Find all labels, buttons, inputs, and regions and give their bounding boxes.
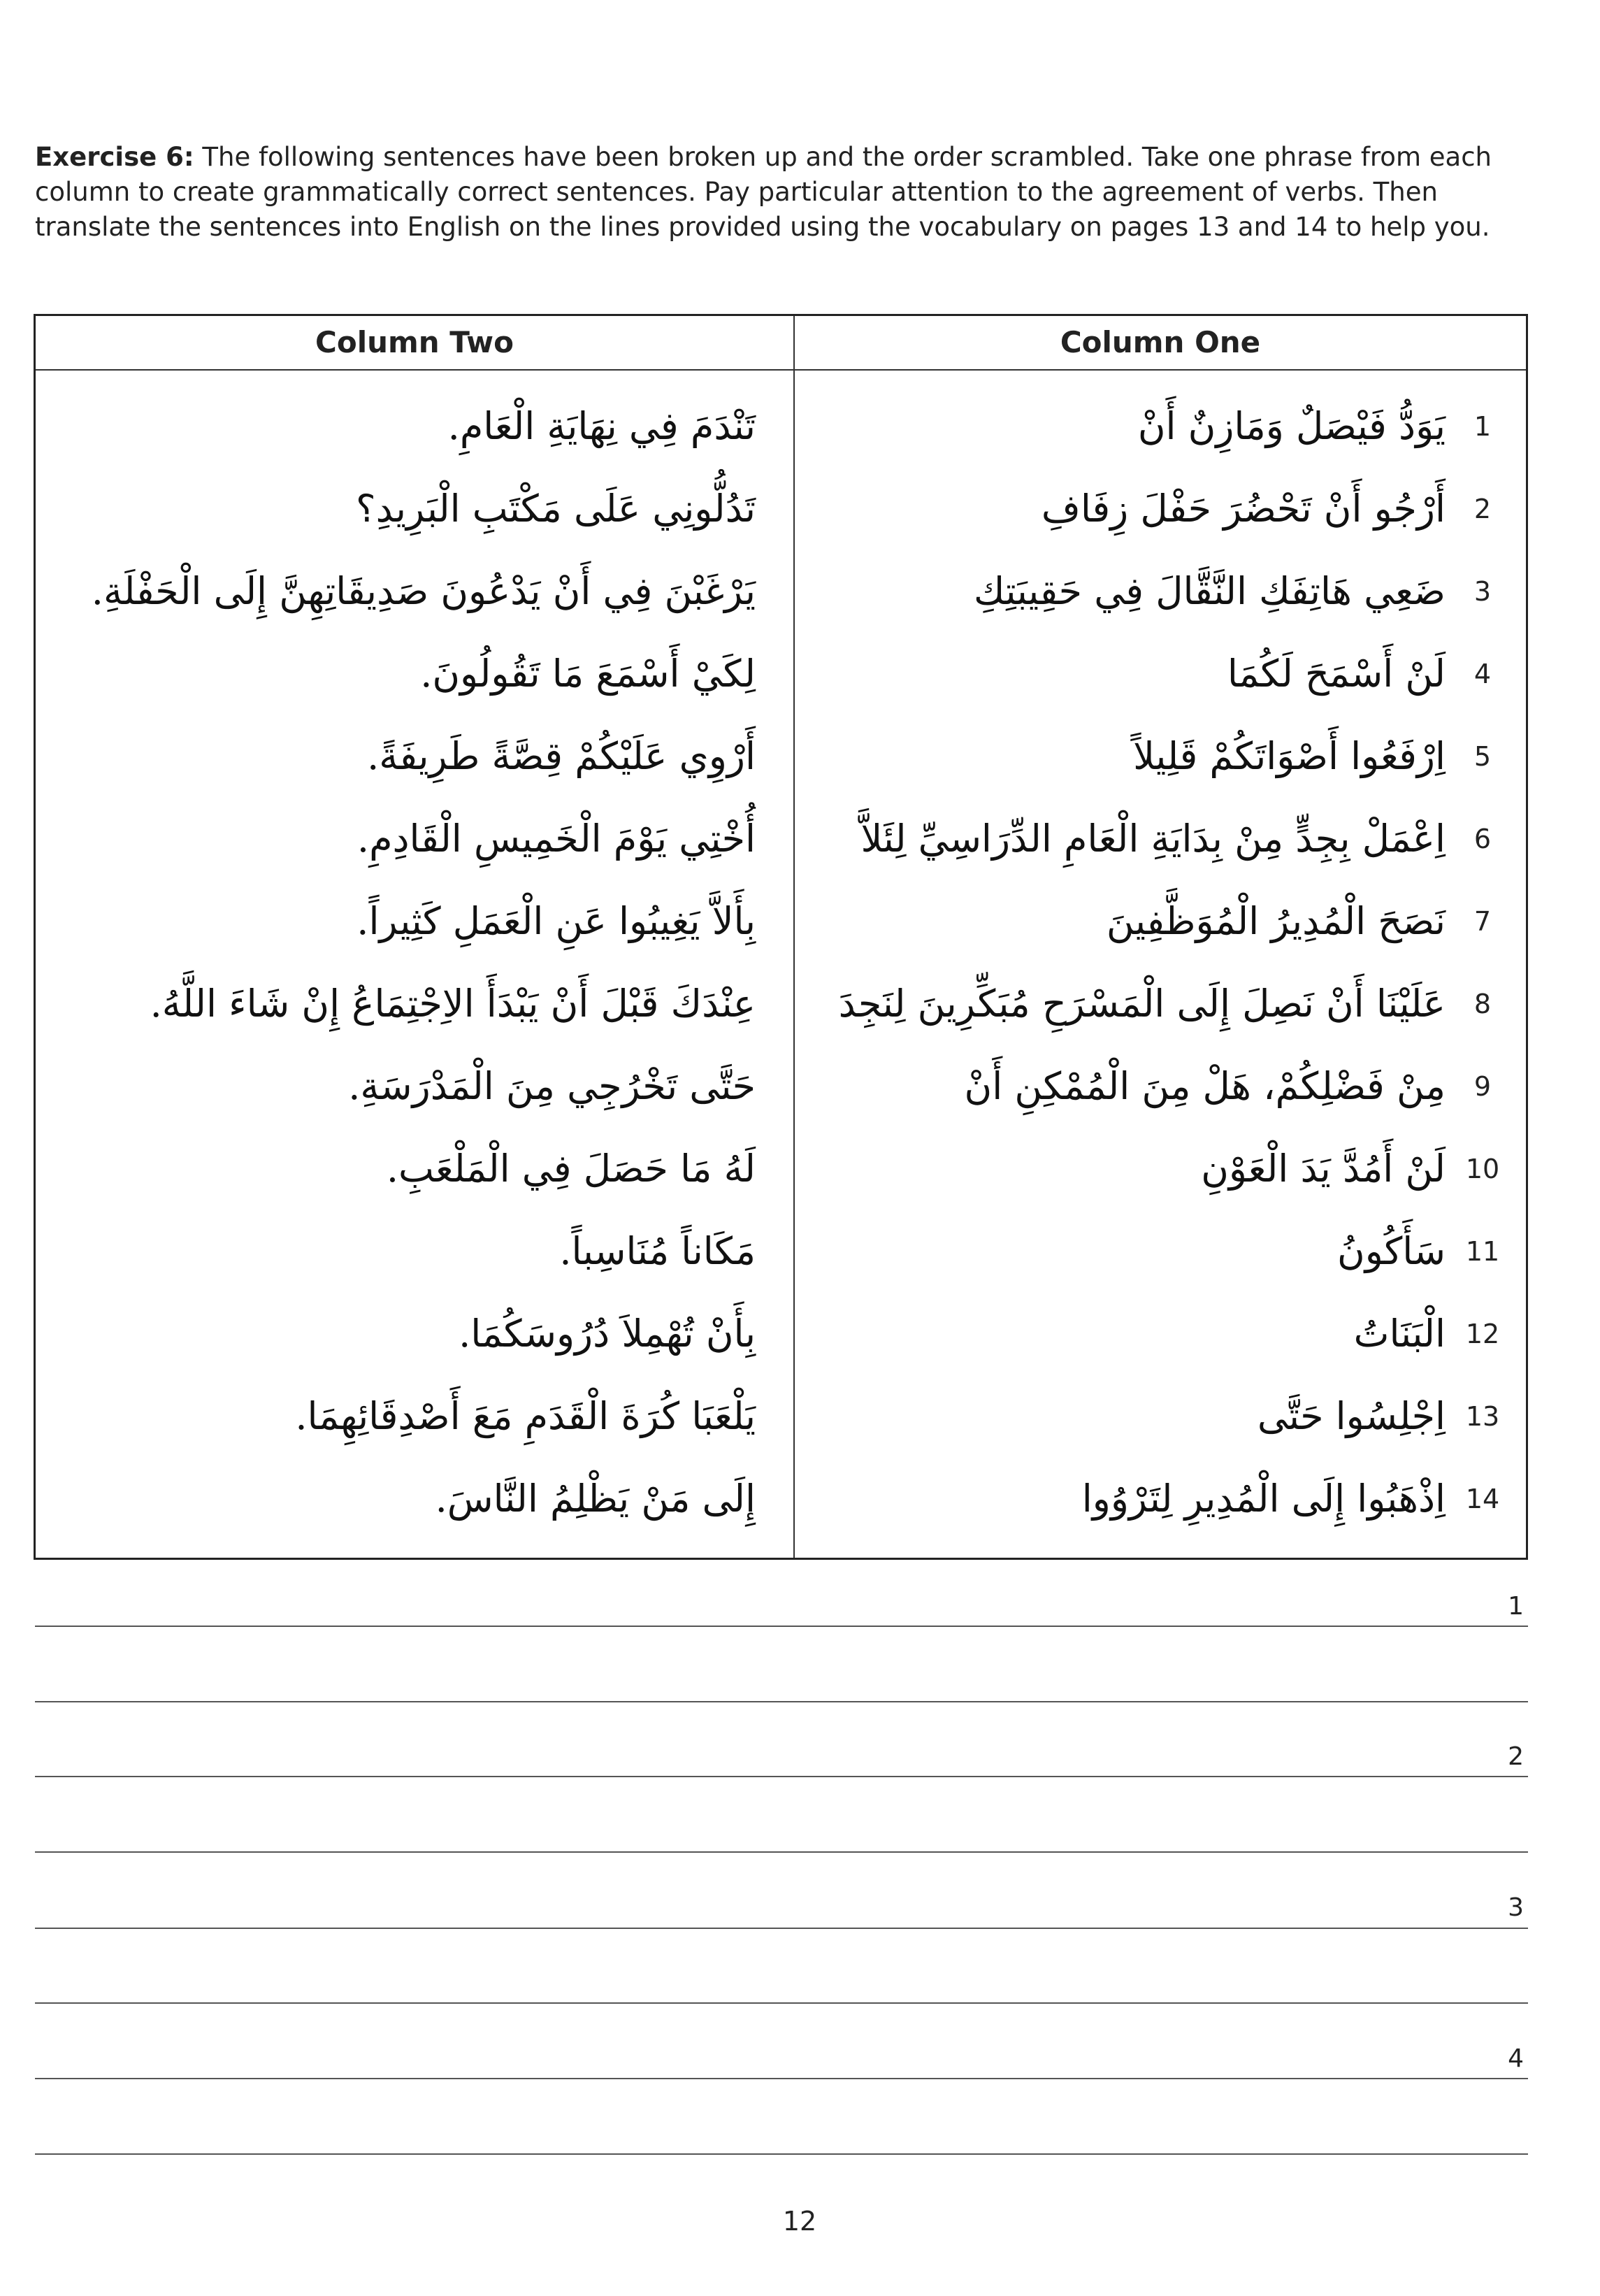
column-one-phrase: الْبَنَاتُ xyxy=(1353,1312,1446,1356)
column-one-phrase: اِعْمَلْ بِجِدٍّ مِنْ بِدَايَةِ الْعَامِ الدِّرَاسِيِّ لِئَلاَّ xyxy=(860,817,1446,861)
table-row xyxy=(36,633,1526,715)
exercise-title: Exercise 6: xyxy=(35,142,194,172)
column-one-phrase: لَنْ أَسْمَحَ لَكُمَا xyxy=(1227,652,1446,696)
line-label: 3 xyxy=(1508,1893,1524,1922)
column-one-phrase: لَنْ أَمُدَّ يَدَ الْعَوْنِ xyxy=(1201,1147,1446,1191)
table-row xyxy=(36,468,1526,550)
exercise-table xyxy=(34,314,1528,1560)
column-two-phrase: بِأَنْ تُهْمِلاَ دُرُوسَكُمَا. xyxy=(459,1312,756,1356)
column-two-phrase: أُخْتِي يَوْمَ الْخَمِيسِ الْقَادِمِ. xyxy=(356,817,756,861)
table-row xyxy=(36,1045,1526,1128)
row-number: 5 xyxy=(1473,741,1492,772)
column-two-phrase: يَلْعَبَا كُرَةَ الْقَدَمِ مَعَ أَصْدِقَائِهِمَا. xyxy=(295,1394,756,1438)
table-row xyxy=(36,1375,1526,1458)
table-row xyxy=(36,1128,1526,1210)
row-number: 4 xyxy=(1473,659,1492,689)
writing-line[interactable] xyxy=(35,1701,1528,1702)
column-two-phrase: تَدُلُّونِي عَلَى مَكْتَبِ الْبَرِيدِ؟ xyxy=(355,487,756,531)
table-row xyxy=(36,963,1526,1045)
column-two-phrase: عِنْدَكَ قَبْلَ أَنْ يَبْدَأَ الاِجْتِمَاعُ إِنْ شَاءَ اللَّهُ. xyxy=(150,982,756,1026)
row-number: 2 xyxy=(1473,494,1492,524)
column-two-phrase: لَهُ مَا حَصَلَ فِي الْمَلْعَبِ. xyxy=(386,1147,756,1191)
column-one-phrase: اِجْلِسُوا حَتَّى xyxy=(1257,1394,1446,1438)
row-number: 6 xyxy=(1473,824,1492,854)
row-number: 9 xyxy=(1473,1071,1492,1102)
line-label: 1 xyxy=(1508,1592,1524,1621)
table-row xyxy=(36,715,1526,798)
table-row xyxy=(36,550,1526,633)
column-two-phrase: إِلَى مَنْ يَظْلِمُ النَّاسَ. xyxy=(435,1477,756,1521)
column-one-header: Column One xyxy=(1060,325,1261,359)
column-two-phrase: أَرْوِي عَلَيْكُمْ قِصَّةً طَرِيفَةً. xyxy=(367,734,756,778)
line-label: 2 xyxy=(1508,1742,1524,1771)
row-number: 11 xyxy=(1465,1236,1500,1267)
table-row xyxy=(36,385,1526,468)
header-divider xyxy=(36,369,1526,371)
exercise-text: The following sentences have been broken up and the order scrambled. Take one phrase from each column to create grammatically correct sentences. Pay particular attention to the agreement of verbs. Then translate the sentences into English on the lines provided using the vocabulary on pages 13 and 14 to help you. xyxy=(35,142,1492,242)
column-two-phrase: حَتَّى تَخْرُجِي مِنَ الْمَدْرَسَةِ. xyxy=(348,1064,756,1108)
writing-line[interactable] xyxy=(35,1776,1528,1777)
column-one-phrase: عَلَيْنَا أَنْ نَصِلَ إِلَى الْمَسْرَحِ مُبَكِّرِينَ لِنَجِدَ xyxy=(838,982,1446,1026)
column-two-phrase: لِكَيْ أَسْمَعَ مَا تَقُولُونَ. xyxy=(420,652,756,696)
column-one-phrase: نَصَحَ الْمُدِيرُ الْمُوَظَّفِينَ xyxy=(1106,899,1446,943)
row-number: 13 xyxy=(1465,1401,1500,1432)
page-number: 12 xyxy=(782,2206,817,2237)
row-number: 7 xyxy=(1473,906,1492,937)
column-two-phrase: يَرْغَبْنَ فِي أَنْ يَدْعُونَ صَدِيقَاتِهِنَّ إِلَى الْحَفْلَةِ. xyxy=(91,569,756,613)
row-number: 3 xyxy=(1473,576,1492,607)
writing-line[interactable] xyxy=(35,2078,1528,2079)
table-row xyxy=(36,880,1526,963)
table-row xyxy=(36,798,1526,880)
writing-line[interactable] xyxy=(35,2153,1528,2155)
column-one-phrase: مِنْ فَضْلِكُمْ، هَلْ مِنَ الْمُمْكِنِ أَنْ xyxy=(964,1064,1446,1108)
table-row xyxy=(36,1210,1526,1293)
column-one-phrase: سَأَكُونُ xyxy=(1337,1229,1446,1273)
writing-line[interactable] xyxy=(35,1851,1528,1853)
column-two-header: Column Two xyxy=(315,325,514,359)
column-one-phrase: اِذْهَبُوا إِلَى الْمُدِيرِ لِتَرْوُوا xyxy=(1081,1477,1446,1521)
column-one-phrase: يَوَدُّ فَيْصَلٌ وَمَازِنٌ أَنْ xyxy=(1137,404,1446,448)
writing-line[interactable] xyxy=(35,1626,1528,1627)
row-number: 10 xyxy=(1465,1154,1500,1184)
row-number: 1 xyxy=(1473,411,1492,442)
line-label: 4 xyxy=(1508,2044,1524,2073)
writing-line[interactable] xyxy=(35,1928,1528,1929)
row-number: 8 xyxy=(1473,989,1492,1019)
column-two-phrase: بِأَلاَّ يَغِيبُوا عَنِ الْعَمَلِ كَثِيراً. xyxy=(356,899,756,943)
exercise-instructions xyxy=(35,140,1531,245)
column-two-phrase: مَكَاناً مُنَاسِباً. xyxy=(559,1229,756,1273)
column-one-phrase: اِرْفَعُوا أَصْوَاتَكُمْ قَلِيلاً xyxy=(1133,734,1446,778)
table-row xyxy=(36,1293,1526,1375)
column-two-phrase: تَنْدَمَ فِي نِهَايَةِ الْعَامِ. xyxy=(447,404,756,448)
column-one-phrase: أَرْجُو أَنْ تَحْضُرَ حَفْلَ زِفَافِ xyxy=(1041,487,1446,531)
column-one-phrase: ضَعِي هَاتِفَكِ النَّقَّالَ فِي حَقِيبَتِكِ xyxy=(973,569,1446,613)
writing-line[interactable] xyxy=(35,2002,1528,2004)
table-row xyxy=(36,1458,1526,1540)
row-number: 12 xyxy=(1465,1319,1500,1349)
row-number: 14 xyxy=(1465,1484,1500,1514)
